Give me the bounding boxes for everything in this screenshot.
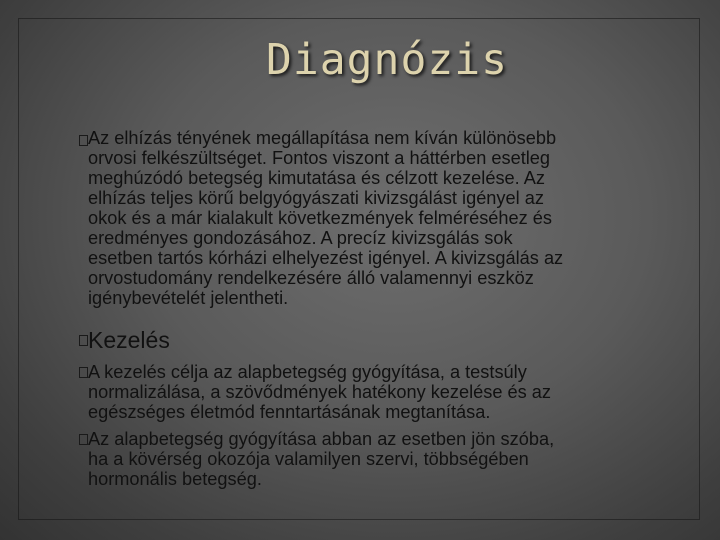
square-bullet-icon bbox=[79, 434, 88, 445]
bullet-text: Az alapbetegség gyógyítása abban az esetben jön szóba, ha a kövérség okozója valamilyen szervi, többségében hormonális betegség. bbox=[88, 429, 555, 489]
square-bullet-icon bbox=[79, 367, 88, 378]
square-bullet-icon bbox=[79, 335, 88, 346]
bullet-text: A kezelés célja az alapbetegség gyógyítása, a testsúly normalizálása, a szövődmények hatékony kezelése és az egészséges életmód fenntartásának megtanítása. bbox=[88, 362, 552, 422]
slide-title: Diagnózis bbox=[266, 35, 508, 85]
bullet-heading: Kezelés bbox=[88, 327, 170, 353]
bullet-text: Az elhízás tényének megállapítása nem kíván különösebb orvosi felkészültséget. Fontos viszont a háttérben esetleg meghúzódó betegség kimutatása és célzott kezelése. Az elhízás teljes körű belgyógyászati kivizsgálást igényel az okok és a már kialakult következmények felméréséhez és eredményes gondozásához. A precíz kivizsgálás sok esetben tartós kórházi elhelyezést igényel. A kivizsgálás az orvostudomány rendelkezésére álló valamennyi eszköz igénybevételét jelentheti. bbox=[88, 128, 564, 308]
square-bullet-icon bbox=[79, 135, 88, 146]
